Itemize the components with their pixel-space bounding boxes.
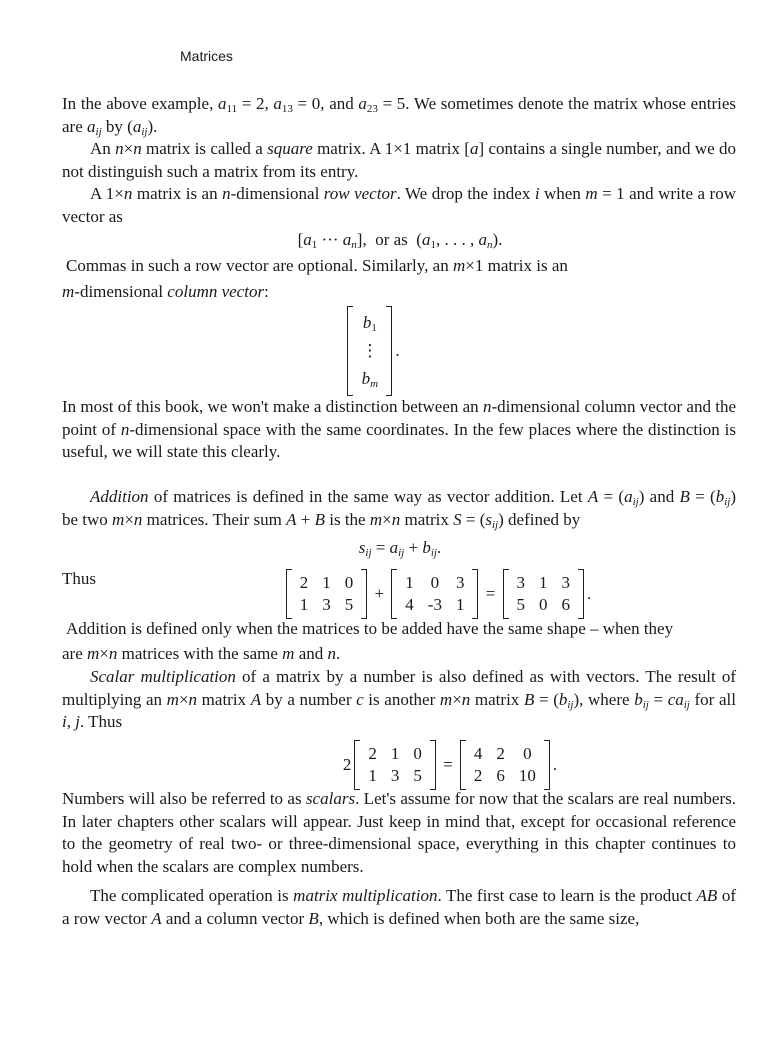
matrix-entry: 4 bbox=[473, 744, 483, 763]
matrix-product bbox=[460, 744, 550, 785]
running-header: Matrices bbox=[180, 48, 233, 64]
matrix-brackets bbox=[460, 740, 550, 790]
matrix-entry: 3 bbox=[516, 573, 526, 592]
matrix-entry: 5 bbox=[413, 766, 422, 785]
matrix-brackets bbox=[347, 306, 392, 396]
matrix-entry: 3 bbox=[561, 573, 571, 592]
matrix-brackets bbox=[391, 569, 478, 619]
paragraph-commas: Commas in such a row vector are optional. Similarly, an m×1 matrix is an bbox=[66, 256, 568, 275]
matrix-entry: 0 bbox=[523, 744, 532, 763]
period: . bbox=[552, 755, 558, 774]
matrix-entry: ⋮ bbox=[361, 341, 379, 360]
paragraph-same-mn: are m×n matrices with the same m and n. bbox=[62, 644, 341, 663]
paragraph-row-vector: A 1×n matrix is an n-dimensional row vector. We drop the index i when m = 1 and write a row vector as bbox=[62, 184, 736, 226]
matrix-entry: 3 bbox=[322, 595, 331, 614]
matrix-entry: 6 bbox=[496, 766, 505, 785]
paragraph-example: In the above example, $a_{11} = 2$, $a_{13} = 0$, and $a_{23} = 5$. We sometimes denote the matrix whose entries are $a_{ij}$ by $(a_{ij})$. bbox=[62, 94, 736, 138]
matrix-entry: 1 bbox=[368, 766, 377, 785]
matrix-entry: 1 bbox=[455, 595, 465, 614]
paragraph-scalar-multiplication: Scalar multiplication of a matrix by a number is also defined as with vectors. The result of multiplying an m×n matrix A by a number c is another m×n matrix $B = (b_{ij})$, where $b_{ij} = ca_{ij}$ for all i, j. Thus bbox=[62, 667, 736, 731]
period: . bbox=[587, 584, 592, 603]
plus-sign: + bbox=[374, 584, 385, 603]
paragraph-distinction: In most of this book, we won't make a distinction between an n-dimensional column vector and the point of n-dimensional space with the same coordinates. In the few places where the distinction is useful, we will state this clearly. bbox=[62, 397, 736, 461]
matrix-entry: 3 bbox=[390, 766, 400, 785]
matrix-entry: 2 bbox=[299, 573, 309, 592]
matrix-sum bbox=[503, 573, 585, 614]
formula-sum: $s_{ij} = a_{ij} + b_{ij}$. bbox=[358, 538, 442, 559]
matrix-brackets bbox=[286, 569, 368, 619]
matrix-entry: 1 bbox=[539, 573, 548, 592]
matrix-entry: 0 bbox=[539, 595, 548, 614]
column-vector-matrix bbox=[347, 313, 392, 390]
matrix-entry: 6 bbox=[561, 595, 571, 614]
matrix-entry: 1 bbox=[405, 573, 414, 592]
formula-scalar-example bbox=[70, 740, 760, 790]
matrix-entry: 1 bbox=[390, 744, 400, 763]
matrix-a bbox=[286, 573, 368, 614]
paragraph-addition: Addition of matrices is defined in the same way as vector addition. Let $A = (a_{ij})$ and $B = (b_{ij})$ be two m×n matrices. Their sum A + B is the m×n matrix $S = (s_{ij})$ defined by bbox=[62, 487, 736, 531]
paragraph-scalars: Numbers will also be referred to as scalars. Let's assume for now that the scalars are real numbers. In later chapters other scalars will appear. Just keep in mind that, except for occasional reference to the geometry of real two- or three-dimensional space, everything in this chapter continues to hold when the scalars are complex numbers. bbox=[62, 789, 736, 876]
matrix-entry: $b_1$ bbox=[362, 313, 377, 334]
matrix-entry: 5 bbox=[344, 595, 354, 614]
formula-column-vector: $b_1$ ⋮ $b_m$ . bbox=[0, 306, 755, 396]
matrix-entry: 2 bbox=[496, 744, 505, 763]
matrix-entry: 10 bbox=[518, 766, 536, 785]
matrix-a bbox=[354, 744, 436, 785]
paragraph-column-vector: m-dimensional column vector: bbox=[62, 282, 269, 301]
matrix-entry: 0 bbox=[413, 744, 422, 763]
paragraph-square-matrix: An n×n matrix is called a square matrix. A 1×1 matrix [a] contains a single number, and we do not distinguish such a matrix from its entry. bbox=[62, 139, 736, 181]
matrix-brackets bbox=[503, 569, 585, 619]
matrix-entry: 2 bbox=[368, 744, 377, 763]
matrix-entry: $b_m$ bbox=[361, 369, 379, 390]
equals-sign: = bbox=[485, 584, 496, 603]
matrix-entry: 4 bbox=[405, 595, 414, 614]
matrix-b bbox=[391, 573, 478, 614]
equals-sign: = bbox=[443, 755, 453, 774]
paragraph-matrix-multiplication: The complicated operation is matrix multiplication. The first case to learn is the product AB of a row vector A and a column vector B, which is defined when both are the same size, bbox=[62, 886, 736, 928]
matrix-entry: 0 bbox=[344, 573, 354, 592]
scalar: 2 bbox=[342, 755, 352, 774]
matrix-entry: 1 bbox=[322, 573, 331, 592]
matrix-entry: -3 bbox=[427, 595, 442, 614]
matrix-entry: 2 bbox=[473, 766, 483, 785]
formula-row-vector: [$a_1$ ··· $a_n$], or as ($a_1$, . . . , $a_n$). bbox=[297, 230, 503, 251]
label-thus: Thus bbox=[62, 569, 96, 588]
matrix-brackets bbox=[354, 740, 436, 790]
paragraph-same-shape: Addition is defined only when the matrices to be added have the same shape – when they bbox=[66, 619, 674, 638]
matrix-entry: 3 bbox=[455, 573, 465, 592]
matrix-entry: 5 bbox=[516, 595, 526, 614]
matrix-entry: 1 bbox=[299, 595, 309, 614]
formula-addition-example bbox=[60, 569, 760, 619]
matrix-entry: 0 bbox=[430, 573, 440, 592]
